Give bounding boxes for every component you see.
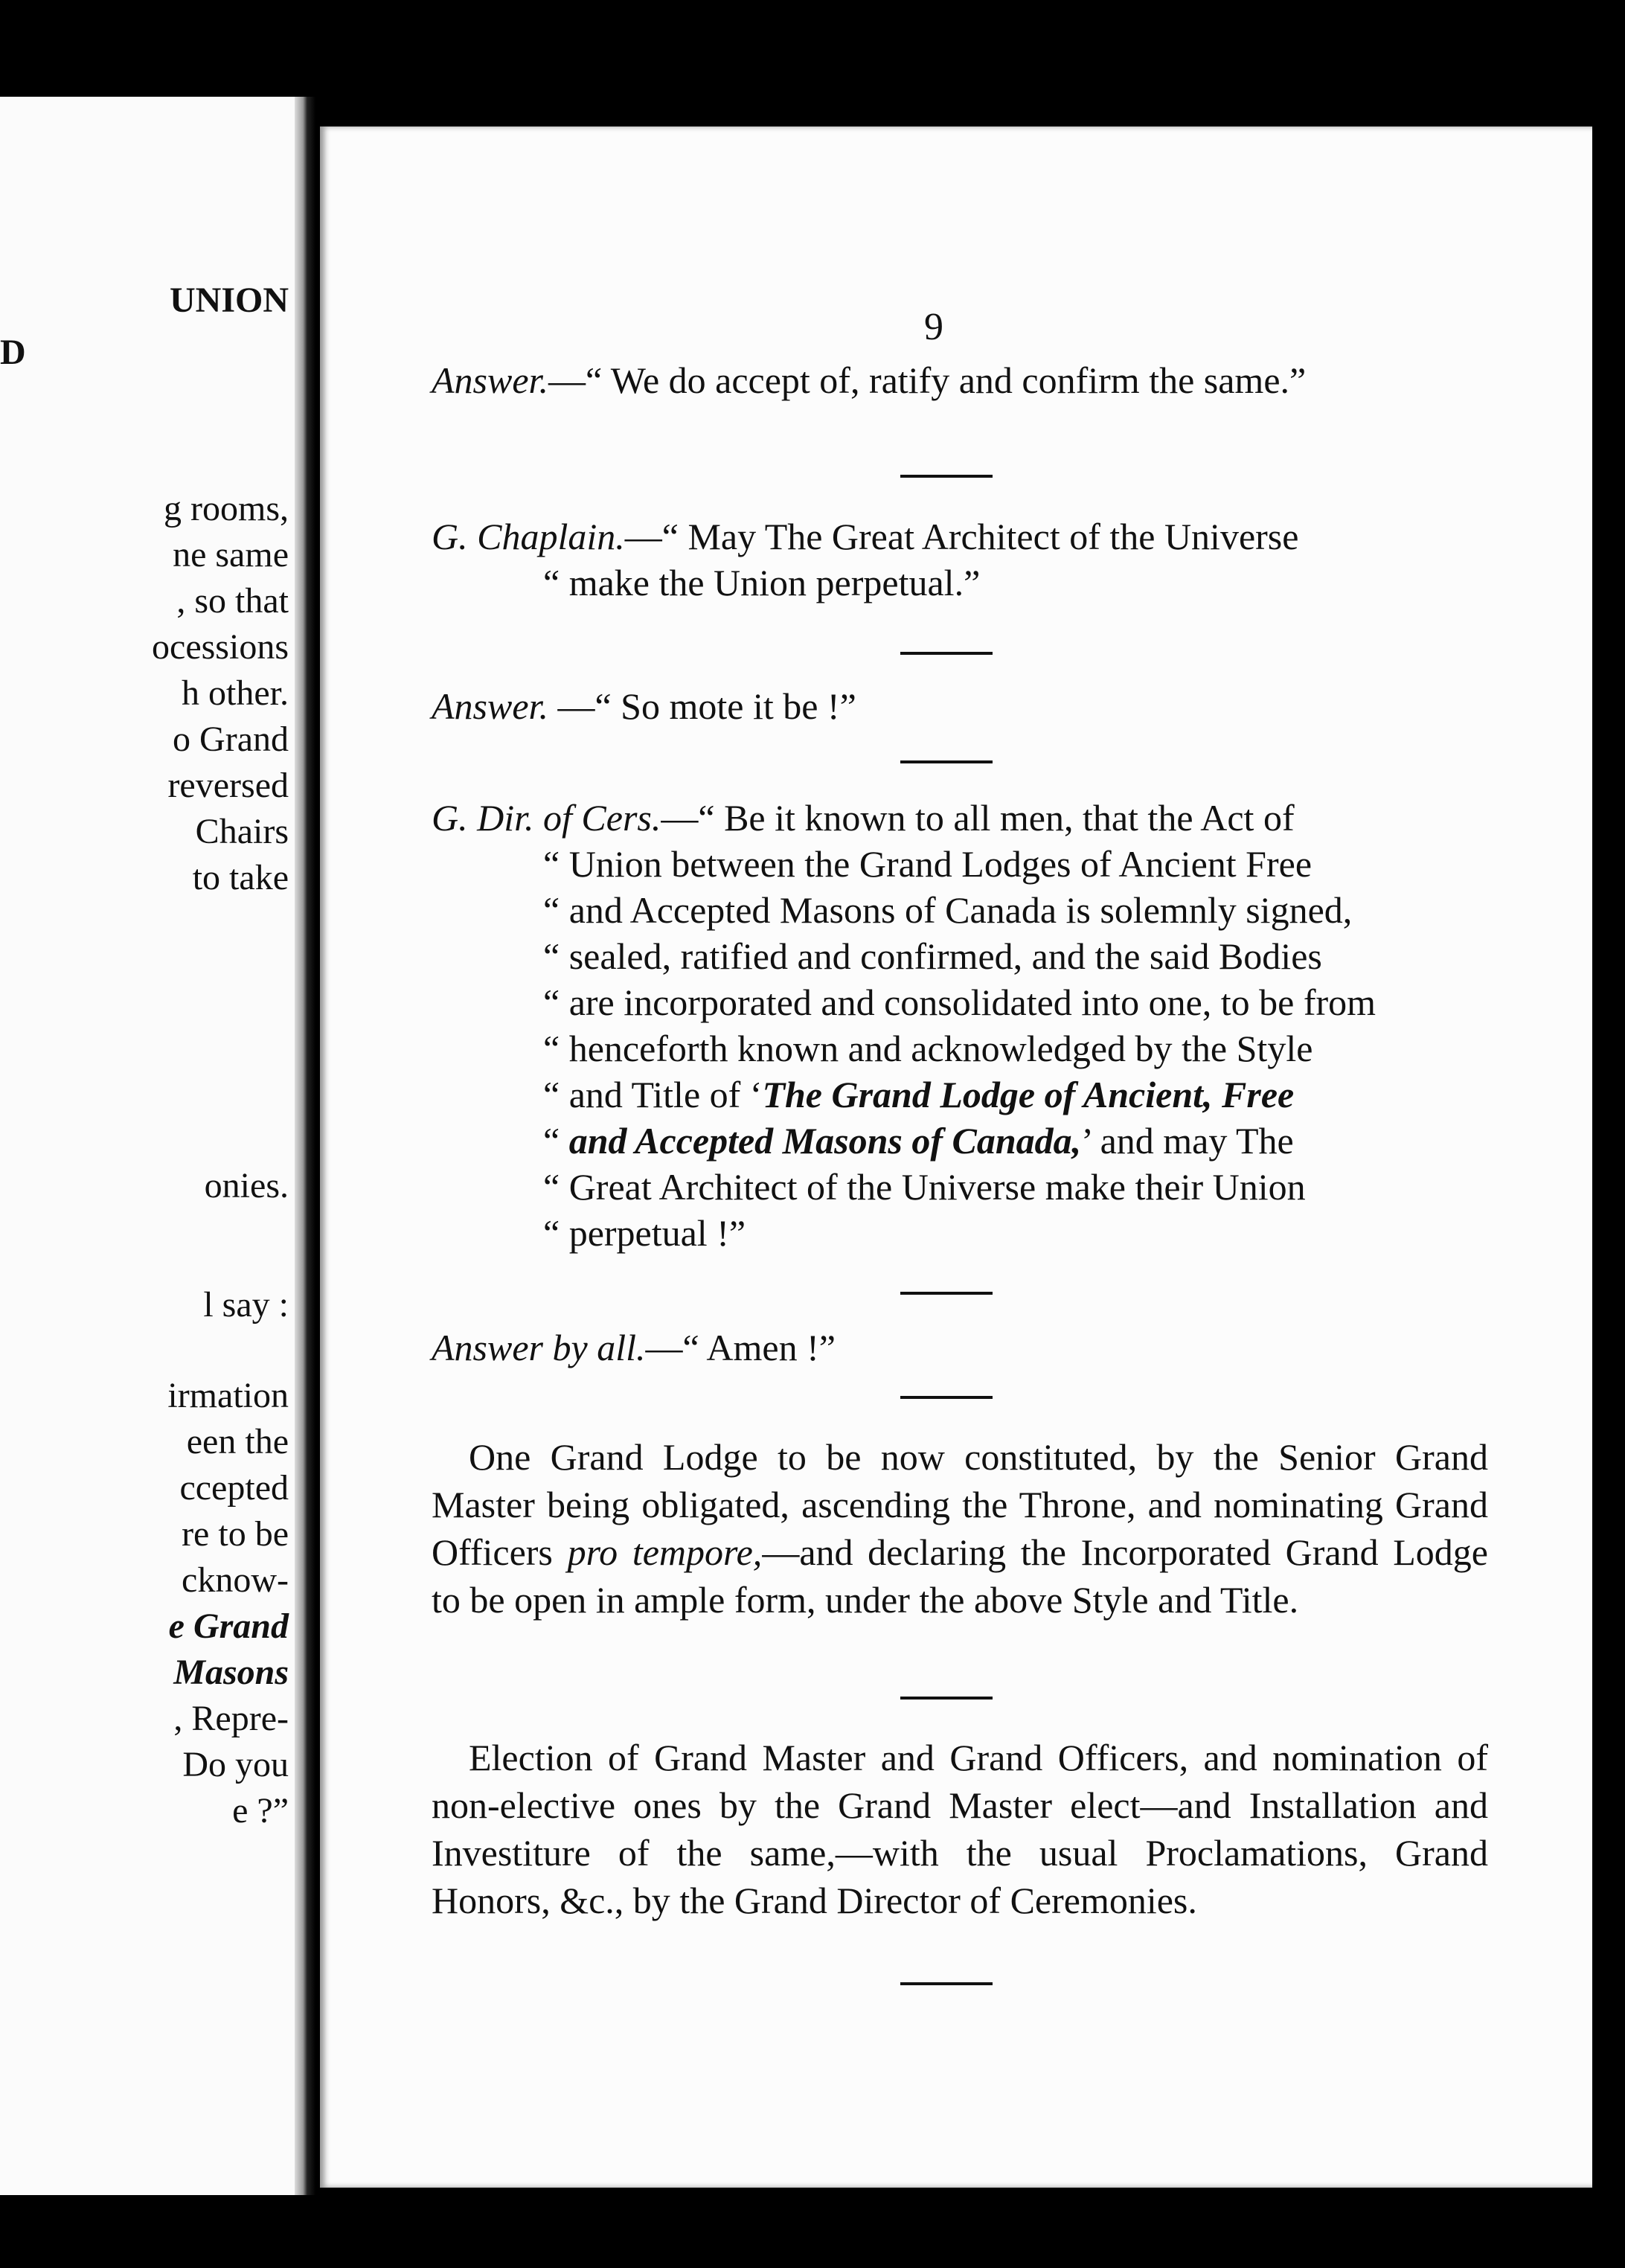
left-page-fragment: , Repre- [173,1699,289,1738]
left-page-fragment: re to be [182,1514,289,1554]
speaker-label: G. Chaplain. [432,516,625,557]
left-page-fragment: g rooms, [164,489,289,528]
page-gutter [295,97,315,2195]
answer-1 [432,357,1488,403]
speaker-label: Answer. [432,359,548,401]
left-page-fragment: e ?” [232,1791,289,1830]
director-line [432,1071,1488,1118]
left-page-fragment: D [0,333,26,372]
left-page-fragment: l say : [203,1285,289,1324]
director-line: “ perpetual !” [543,1212,746,1254]
chaplain-speech [432,513,1488,606]
left-page-fragment: een the [186,1422,289,1461]
left-page-fragment: UNION [169,281,289,320]
director-line: “ and Accepted Masons of Canada is solemnly signed, [543,889,1353,931]
director-line: “ Union between the Grand Lodges of Ancient Free [543,843,1312,885]
separator-rule [900,652,993,655]
left-page-fragment: onies. [204,1166,289,1205]
separator-rule [900,475,993,478]
left-page-fragment: ocessions [152,627,289,667]
paragraph-text: One Grand Lodge to be now constituted, by the Senior Grand Master being obligated, ascending the Throne, and nominating Grand Officers [432,1436,1488,1573]
director-line: “ are incorporated and consolidated into one, to be from [543,981,1376,1023]
director-line-part: “ [543,1120,569,1162]
left-page-fragment: , so that [176,581,289,621]
speaker-label: Answer by all. [432,1327,646,1368]
left-page-fragment: e Grand [168,1606,289,1646]
separator-rule [900,1982,993,1985]
director-line-part: “ and Title of ‘ [543,1074,763,1115]
election-paragraph: Election of Grand Master and Grand Officers, and nomination of non-elective ones by the Grand Master elect—and Installation and Investiture of the same,—with the usual Proclamations, Grand Honors, &c., by the Grand Director of Ceremonies. [432,1737,1488,1921]
director-line: “ Great Architect of the Universe make their Union [543,1166,1306,1208]
left-page-fragment: Chairs [195,812,289,851]
left-page-fragment: cknow- [182,1560,289,1600]
speaker-label: Answer. [432,685,548,727]
answer-1-text: —“ We do accept of, ratify and confirm the same.” [548,359,1307,401]
director-line: “ henceforth known and acknowledged by the Style [543,1028,1313,1069]
separator-rule [900,1697,993,1700]
lodge-title: and Accepted Masons of Canada, [568,1120,1082,1162]
latin-phrase: pro tempore, [567,1531,763,1573]
left-page [0,97,312,2195]
right-page [320,126,1592,2188]
lodge-title: The Grand Lodge of Ancient, Free [762,1074,1295,1115]
director-line: —“ Be it known to all men, that the Act of [661,797,1295,839]
answer-all-text: —“ Amen !” [645,1327,836,1368]
director-line-part: ’ and may The [1081,1120,1294,1162]
director-line [432,1118,1488,1164]
director-speech [432,795,1488,1256]
left-page-fragment: Do you [182,1745,289,1784]
separator-rule [900,1292,993,1295]
left-page-fragment: irmation [167,1376,289,1415]
chaplain-line: —“ May The Great Architect of the Universe [624,516,1299,557]
left-page-fragment: ccepted [179,1468,289,1508]
answer-by-all [432,1324,1488,1371]
answer-2 [432,683,1488,729]
speaker-label: G. Dir. of Cers. [432,797,661,839]
left-page-fragment: to take [192,858,289,897]
left-page-fragment: Masons [173,1653,289,1692]
constitution-paragraph [432,1433,1488,1624]
left-page-fragment: ne same [173,535,289,574]
separator-rule [900,760,993,763]
paragraph-text: —and declaring the Incorporated Grand Lodge to be open in ample form, under the above Style and Title. [432,1531,1488,1621]
page-number: 9 [924,306,943,348]
answer-2-text: —“ So mote it be !” [548,685,856,727]
left-page-fragment: reversed [167,766,289,805]
separator-rule [900,1396,993,1399]
left-page-fragment: h other. [182,673,289,713]
director-line: “ sealed, ratified and confirmed, and the said Bodies [543,935,1322,977]
left-page-fragment: o Grand [173,720,289,759]
chaplain-line: “ make the Union perpetual.” [543,562,981,603]
